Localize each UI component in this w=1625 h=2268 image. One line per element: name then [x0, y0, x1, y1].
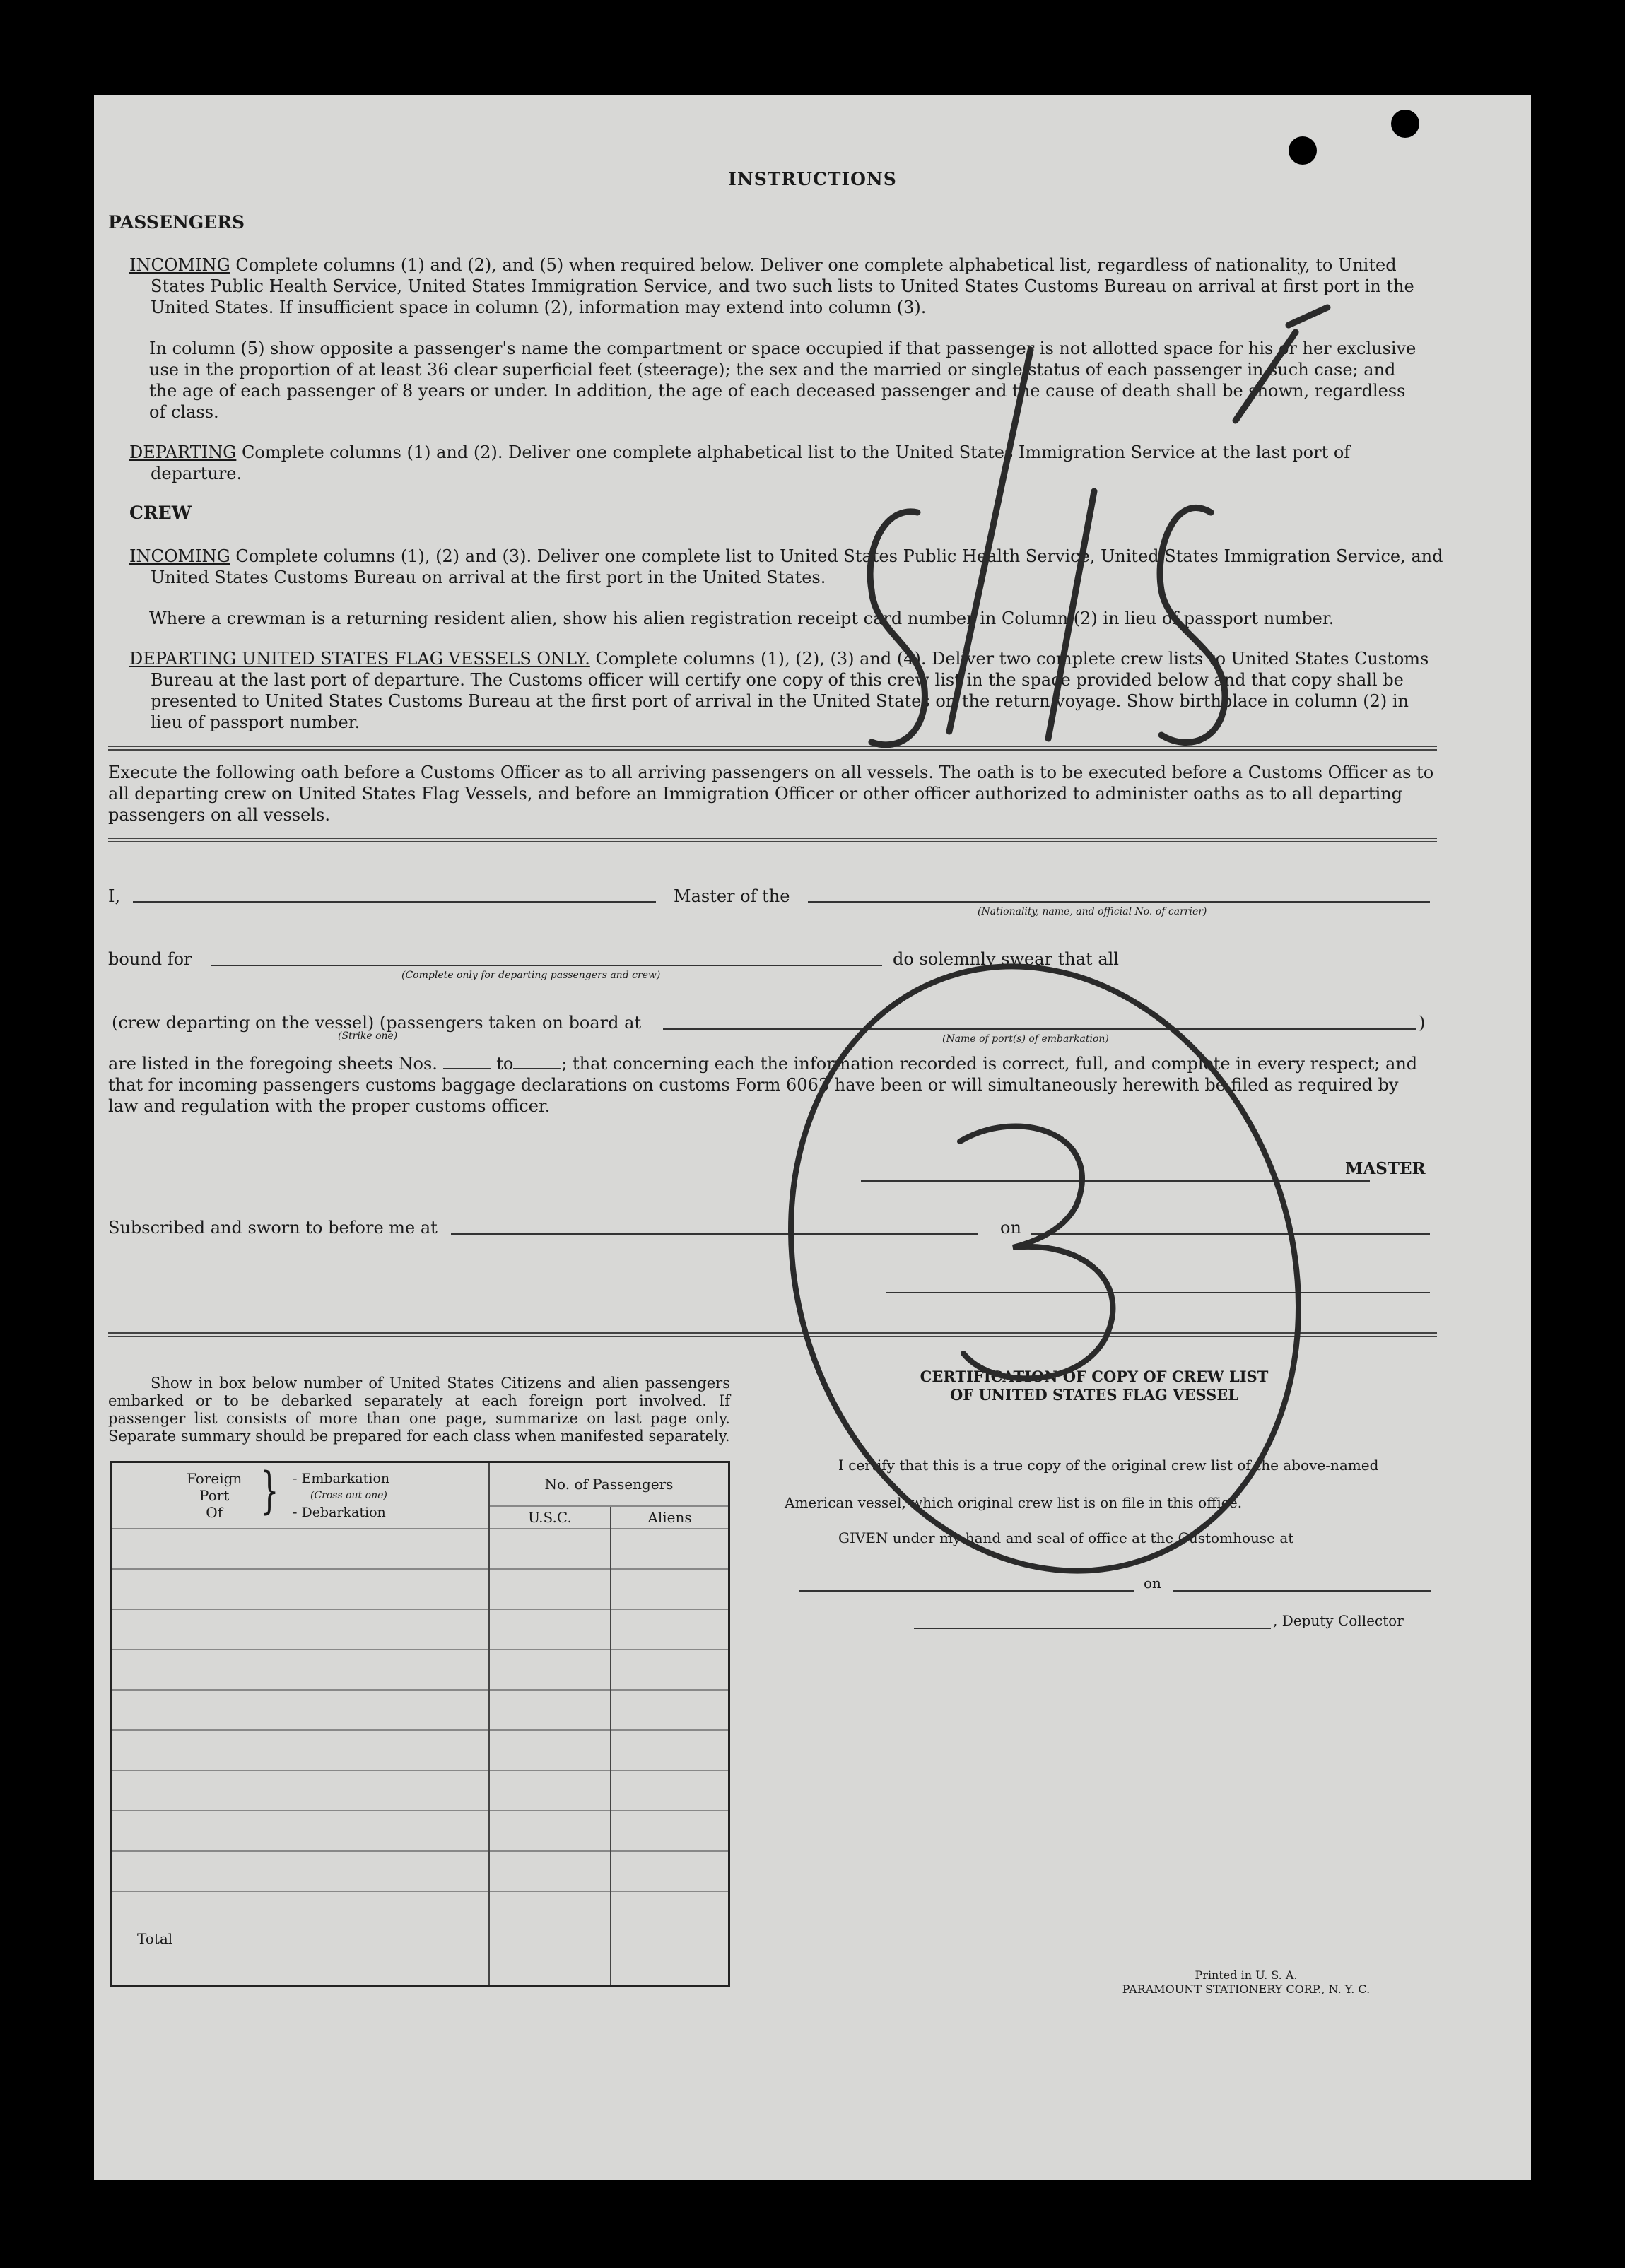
table-row[interactable]	[112, 1569, 490, 1609]
double-rule	[108, 838, 1437, 842]
oath-i: I,	[108, 886, 121, 906]
oath-master-of-the: Master of the	[674, 886, 790, 906]
table-row[interactable]	[112, 1811, 490, 1851]
oath-listed: are listed in the foregoing sheets Nos. to ; that concerning each the information recorded is correct, full, and complete in every respect; and that for incoming passengers customs baggage declarations on customs Form 6063 have been or will simultaneously herewith be filed as required by law and regulation with the proper customs officer.	[108, 1054, 1418, 1116]
table-row[interactable]	[112, 1609, 490, 1650]
port-label: Port	[199, 1487, 230, 1504]
certification-on: on	[1144, 1575, 1161, 1592]
oath-intro: Execute the following oath before a Customs Officer as to all arriving passengers on all vessels. The oath is to be executed before a Customs Officer as to all departing crew on United States Flag Vessels, and before an Immigration Officer or other officer authorized to administer oaths as to all departing passengers on all vessels.	[108, 763, 1434, 825]
deputy-signature-line[interactable]	[914, 1628, 1271, 1629]
oath-on: on	[1000, 1218, 1021, 1238]
master-name-line[interactable]	[133, 901, 656, 903]
total-usc-cell[interactable]	[489, 1891, 611, 1987]
certification-date-line[interactable]	[1173, 1590, 1431, 1592]
given-line: GIVEN under my hand and seal of office at the Customhouse at	[838, 1529, 1294, 1546]
master-label: MASTER	[1345, 1159, 1426, 1178]
double-rule	[108, 1332, 1437, 1337]
crew-incoming	[129, 546, 1444, 588]
crew-alien: Where a crewman is a returning resident alien, show his alien registration receipt card number in Column (2) in lieu of passport number.	[149, 609, 1334, 628]
passengers-incoming-label: INCOMING	[129, 255, 230, 275]
table-row[interactable]	[112, 1690, 490, 1730]
crew-departing-label: DEPARTING UNITED STATES FLAG VESSELS ONLY.	[129, 649, 590, 669]
double-rule	[108, 746, 1437, 751]
handwritten-circled-number	[715, 900, 1375, 1638]
table-row[interactable]	[112, 1770, 490, 1811]
punch-hole	[1391, 110, 1419, 138]
summary-instructions: Show in box below number of United States Citizens and alien passengers embarked or to be debarked separately at each foreign port involved. If passenger list consists of more than one page, summarize on last page only. Separate summary should be prepared for each class when manifested separately.	[108, 1375, 730, 1445]
passengers-incoming-text: Complete columns (1) and (2), and (5) when required below. Deliver one complete alphabetical list, regardless of nationality, to United States Public Health Service, United States Immigration Service, and two such lists to United States Customs Bureau on arrival at first port in the United States. If insufficient space in column (2), information may extend into column (3).	[151, 255, 1414, 317]
table-row[interactable]	[112, 1730, 490, 1770]
ports-caption: (Name of port(s) of embarkation)	[942, 1033, 1109, 1045]
crew-departing-text: Complete columns (1), (2), (3) and (4). Deliver two complete crew lists to United States Customs Bureau at the last port of departure. The Customs officer will certify one copy of this crew list in the space provided below and that copy shall be presented to United States Customs Bureau at the first port of arrival in the United States on the return voyage. Show birthplace in column (2) in lieu of passport number.	[151, 649, 1429, 732]
document-sheet	[94, 95, 1531, 2180]
foreign-label: Foreign	[187, 1470, 242, 1487]
aliens-header: Aliens	[611, 1506, 729, 1529]
embarkation-option[interactable]: - Embarkation	[293, 1471, 390, 1486]
officer-signature-line[interactable]	[886, 1292, 1430, 1293]
passenger-summary-table	[110, 1461, 730, 1987]
passengers-departing-text: Complete columns (1) and (2). Deliver one complete alphabetical list to the United States Immigration Service at the last port of departure.	[151, 442, 1351, 483]
deputy-collector-label: , Deputy Collector	[1273, 1612, 1404, 1629]
debarkation-option[interactable]: - Debarkation	[293, 1505, 386, 1520]
total-aliens-cell[interactable]	[611, 1891, 729, 1987]
page-title: INSTRUCTIONS	[728, 169, 897, 189]
certify-line-1: I certify that this is a true copy of the original crew list of the above-named	[838, 1457, 1379, 1474]
usc-header: U.S.C.	[489, 1506, 611, 1529]
ports-line[interactable]	[663, 1028, 1416, 1030]
punch-hole	[1289, 136, 1317, 165]
passengers-departing-label: DEPARTING	[129, 442, 237, 462]
oath-bound-for: bound for	[108, 949, 192, 969]
carrier-line[interactable]	[808, 901, 1430, 903]
carrier-caption: (Nationality, name, and official No. of carrier)	[978, 906, 1207, 917]
customhouse-place-line[interactable]	[799, 1590, 1134, 1592]
total-label: Total	[112, 1891, 490, 1987]
table-row[interactable]	[112, 1650, 490, 1690]
crew-incoming-label: INCOMING	[129, 546, 230, 566]
subscribed-date-line[interactable]	[1031, 1233, 1430, 1235]
printed-in: Printed in U. S. A.	[1195, 1968, 1298, 1982]
certification-heading-2: OF UNITED STATES FLAG VESSEL	[949, 1386, 1239, 1404]
crew-departing	[129, 648, 1444, 733]
certify-line-2: American vessel, which original crew list is on file in this office.	[785, 1494, 1243, 1511]
of-label: Of	[206, 1504, 223, 1521]
passengers-column5: In column (5) show opposite a passenger's name the compartment or space occupied if that passenger is not allotted space for his or her exclusive use in the proportion of at least 36 clear superficial feet (steerage); the sex and the married or single status of each passenger in such case; and the age of each passenger of 8 years or under. In addition, the age of each deceased passenger and the cause of death shall be shown, regardless of class.	[149, 339, 1416, 422]
oath-subscribed: Subscribed and sworn to before me at	[108, 1218, 438, 1238]
oath-swear: do solemnly swear that all	[893, 949, 1119, 969]
certification-heading-1: CERTIFICATION OF COPY OF CREW LIST	[920, 1368, 1269, 1385]
table-row[interactable]	[112, 1851, 490, 1891]
oath-close-paren: )	[1419, 1013, 1426, 1033]
passengers-incoming	[129, 254, 1444, 318]
crew-incoming-text: Complete columns (1), (2) and (3). Deliver one complete list to United States Public Health Service, United States Immigration Service, and United States Customs Bureau on arrival at the first port in the United States.	[151, 546, 1443, 587]
oath-crew-departing: (crew departing on the vessel) (passengers taken on board at	[112, 1013, 642, 1033]
passengers-heading: PASSENGERS	[108, 212, 245, 233]
master-signature-line[interactable]	[861, 1180, 1370, 1182]
table-row[interactable]	[112, 1529, 490, 1569]
printer-name: PARAMOUNT STATIONERY CORP., N. Y. C.	[1122, 1982, 1371, 1996]
bound-caption: (Complete only for departing passengers and crew)	[401, 970, 661, 981]
crew-heading: CREW	[129, 503, 192, 523]
brace-icon: }	[259, 1462, 279, 1520]
subscribed-place-line[interactable]	[451, 1233, 978, 1235]
cross-out-note: (Cross out one)	[310, 1490, 387, 1501]
strike-caption: (Strike one)	[338, 1030, 398, 1042]
bound-for-line[interactable]	[211, 965, 882, 966]
passengers-departing	[129, 442, 1444, 484]
no-of-passengers-header: No. of Passengers	[489, 1462, 729, 1506]
